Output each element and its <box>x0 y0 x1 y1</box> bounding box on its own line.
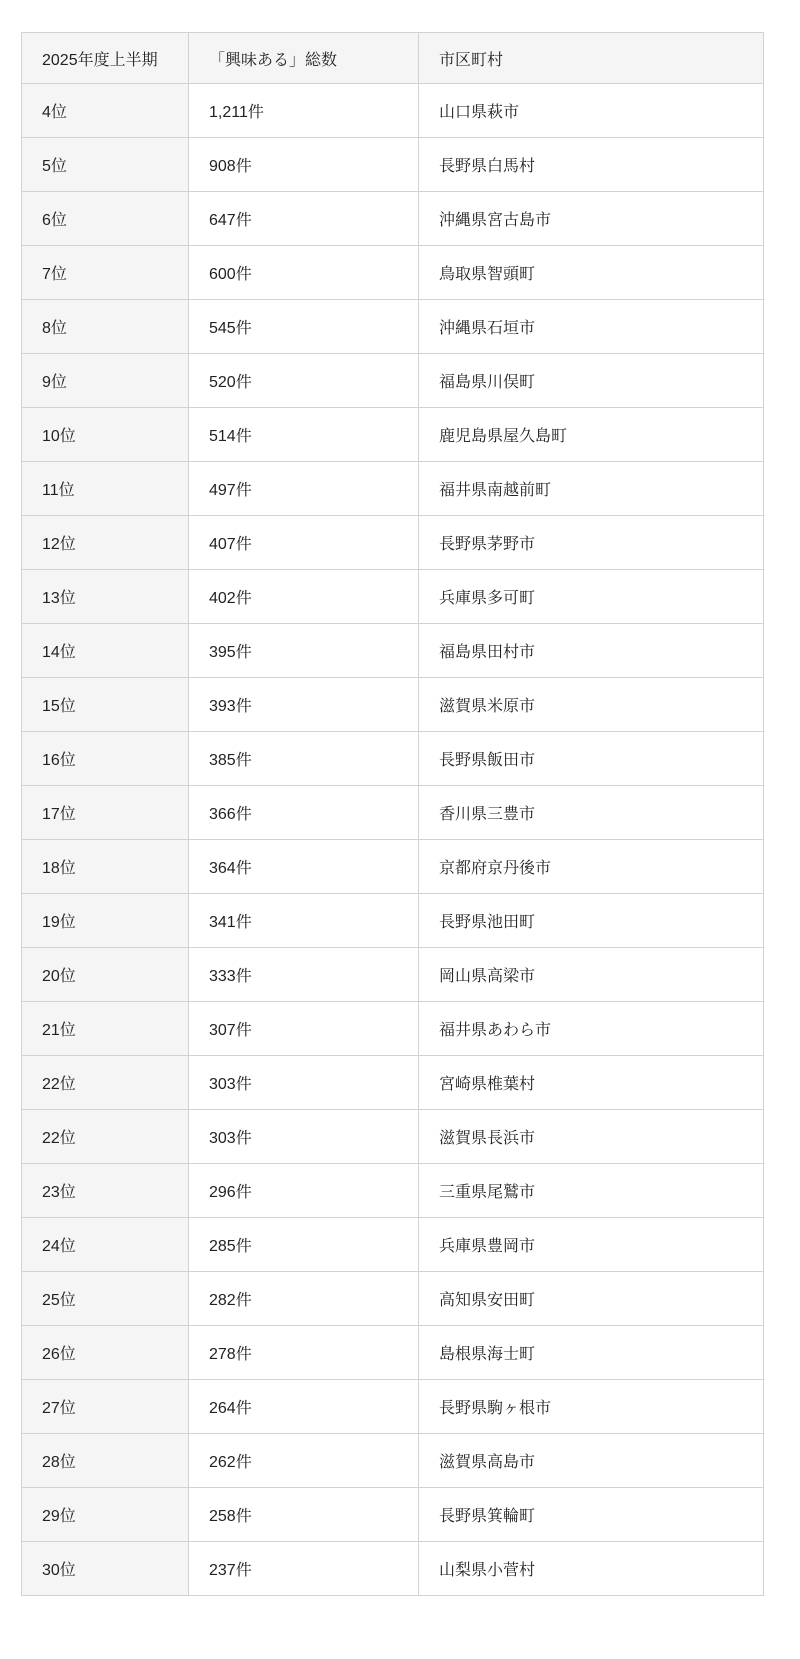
table-row <box>22 1002 764 1056</box>
table-row <box>22 84 764 138</box>
rank-cell: 21位 <box>22 1002 189 1056</box>
rank-cell: 15位 <box>22 678 189 732</box>
municipality-cell: 福井県南越前町 <box>419 462 764 516</box>
municipality-cell: 三重県尾鷲市 <box>419 1164 764 1218</box>
table-row <box>22 1272 764 1326</box>
count-cell: 497件 <box>189 462 419 516</box>
rank-cell: 19位 <box>22 894 189 948</box>
table-row <box>22 1380 764 1434</box>
count-cell: 407件 <box>189 516 419 570</box>
count-cell: 395件 <box>189 624 419 678</box>
count-cell: 258件 <box>189 1488 419 1542</box>
municipality-cell: 福島県川俣町 <box>419 354 764 408</box>
municipality-cell: 岡山県高梁市 <box>419 948 764 1002</box>
header-row <box>22 33 764 84</box>
header-rank: 2025年度上半期 <box>22 33 189 84</box>
count-cell: 908件 <box>189 138 419 192</box>
count-cell: 366件 <box>189 786 419 840</box>
rank-cell: 29位 <box>22 1488 189 1542</box>
table-row <box>22 1110 764 1164</box>
municipality-cell: 滋賀県米原市 <box>419 678 764 732</box>
count-cell: 1,211件 <box>189 84 419 138</box>
table-row <box>22 516 764 570</box>
rank-cell: 26位 <box>22 1326 189 1380</box>
table-row <box>22 354 764 408</box>
count-cell: 393件 <box>189 678 419 732</box>
rank-cell: 11位 <box>22 462 189 516</box>
count-cell: 262件 <box>189 1434 419 1488</box>
municipality-cell: 山梨県小菅村 <box>419 1542 764 1596</box>
table-row <box>22 1542 764 1596</box>
rank-cell: 22位 <box>22 1056 189 1110</box>
count-cell: 278件 <box>189 1326 419 1380</box>
count-cell: 333件 <box>189 948 419 1002</box>
table-row <box>22 300 764 354</box>
municipality-cell: 香川県三豊市 <box>419 786 764 840</box>
table-row <box>22 1218 764 1272</box>
count-cell: 237件 <box>189 1542 419 1596</box>
municipality-cell: 鹿児島県屋久島町 <box>419 408 764 462</box>
table-row <box>22 732 764 786</box>
page <box>0 32 800 1596</box>
count-cell: 303件 <box>189 1056 419 1110</box>
count-cell: 296件 <box>189 1164 419 1218</box>
count-cell: 514件 <box>189 408 419 462</box>
municipality-cell: 長野県箕輪町 <box>419 1488 764 1542</box>
table-row <box>22 1434 764 1488</box>
rank-cell: 30位 <box>22 1542 189 1596</box>
municipality-cell: 沖縄県宮古島市 <box>419 192 764 246</box>
count-cell: 600件 <box>189 246 419 300</box>
municipality-cell: 島根県海士町 <box>419 1326 764 1380</box>
count-cell: 545件 <box>189 300 419 354</box>
municipality-cell: 京都府京丹後市 <box>419 840 764 894</box>
table-row <box>22 246 764 300</box>
rank-cell: 14位 <box>22 624 189 678</box>
municipality-cell: 兵庫県多可町 <box>419 570 764 624</box>
table-row <box>22 1326 764 1380</box>
municipality-cell: 山口県萩市 <box>419 84 764 138</box>
count-cell: 285件 <box>189 1218 419 1272</box>
ranking-table <box>21 32 764 1596</box>
municipality-cell: 滋賀県長浜市 <box>419 1110 764 1164</box>
municipality-cell: 鳥取県智頭町 <box>419 246 764 300</box>
rank-cell: 18位 <box>22 840 189 894</box>
municipality-cell: 福井県あわら市 <box>419 1002 764 1056</box>
table-row <box>22 894 764 948</box>
table-body <box>22 84 764 1596</box>
table-row <box>22 1164 764 1218</box>
count-cell: 282件 <box>189 1272 419 1326</box>
rank-cell: 5位 <box>22 138 189 192</box>
municipality-cell: 沖縄県石垣市 <box>419 300 764 354</box>
count-cell: 385件 <box>189 732 419 786</box>
table-row <box>22 1488 764 1542</box>
rank-cell: 28位 <box>22 1434 189 1488</box>
rank-cell: 27位 <box>22 1380 189 1434</box>
municipality-cell: 長野県池田町 <box>419 894 764 948</box>
rank-cell: 7位 <box>22 246 189 300</box>
rank-cell: 8位 <box>22 300 189 354</box>
table-row <box>22 408 764 462</box>
municipality-cell: 長野県飯田市 <box>419 732 764 786</box>
rank-cell: 12位 <box>22 516 189 570</box>
table-row <box>22 138 764 192</box>
count-cell: 307件 <box>189 1002 419 1056</box>
rank-cell: 10位 <box>22 408 189 462</box>
municipality-cell: 福島県田村市 <box>419 624 764 678</box>
count-cell: 341件 <box>189 894 419 948</box>
table-row <box>22 678 764 732</box>
count-cell: 264件 <box>189 1380 419 1434</box>
municipality-cell: 滋賀県高島市 <box>419 1434 764 1488</box>
rank-cell: 4位 <box>22 84 189 138</box>
header-municipality: 市区町村 <box>419 33 764 84</box>
municipality-cell: 長野県駒ヶ根市 <box>419 1380 764 1434</box>
rank-cell: 22位 <box>22 1110 189 1164</box>
rank-cell: 9位 <box>22 354 189 408</box>
municipality-cell: 兵庫県豊岡市 <box>419 1218 764 1272</box>
rank-cell: 23位 <box>22 1164 189 1218</box>
table-row <box>22 570 764 624</box>
municipality-cell: 宮崎県椎葉村 <box>419 1056 764 1110</box>
rank-cell: 17位 <box>22 786 189 840</box>
table-row <box>22 192 764 246</box>
municipality-cell: 長野県白馬村 <box>419 138 764 192</box>
rank-cell: 16位 <box>22 732 189 786</box>
rank-cell: 6位 <box>22 192 189 246</box>
count-cell: 647件 <box>189 192 419 246</box>
count-cell: 303件 <box>189 1110 419 1164</box>
count-cell: 520件 <box>189 354 419 408</box>
rank-cell: 13位 <box>22 570 189 624</box>
header-count: 「興味ある」総数 <box>189 33 419 84</box>
rank-cell: 20位 <box>22 948 189 1002</box>
table-row <box>22 1056 764 1110</box>
rank-cell: 25位 <box>22 1272 189 1326</box>
rank-cell: 24位 <box>22 1218 189 1272</box>
table-row <box>22 462 764 516</box>
table-row <box>22 624 764 678</box>
count-cell: 402件 <box>189 570 419 624</box>
count-cell: 364件 <box>189 840 419 894</box>
municipality-cell: 長野県茅野市 <box>419 516 764 570</box>
table-row <box>22 948 764 1002</box>
table-row <box>22 840 764 894</box>
municipality-cell: 高知県安田町 <box>419 1272 764 1326</box>
table-row <box>22 786 764 840</box>
